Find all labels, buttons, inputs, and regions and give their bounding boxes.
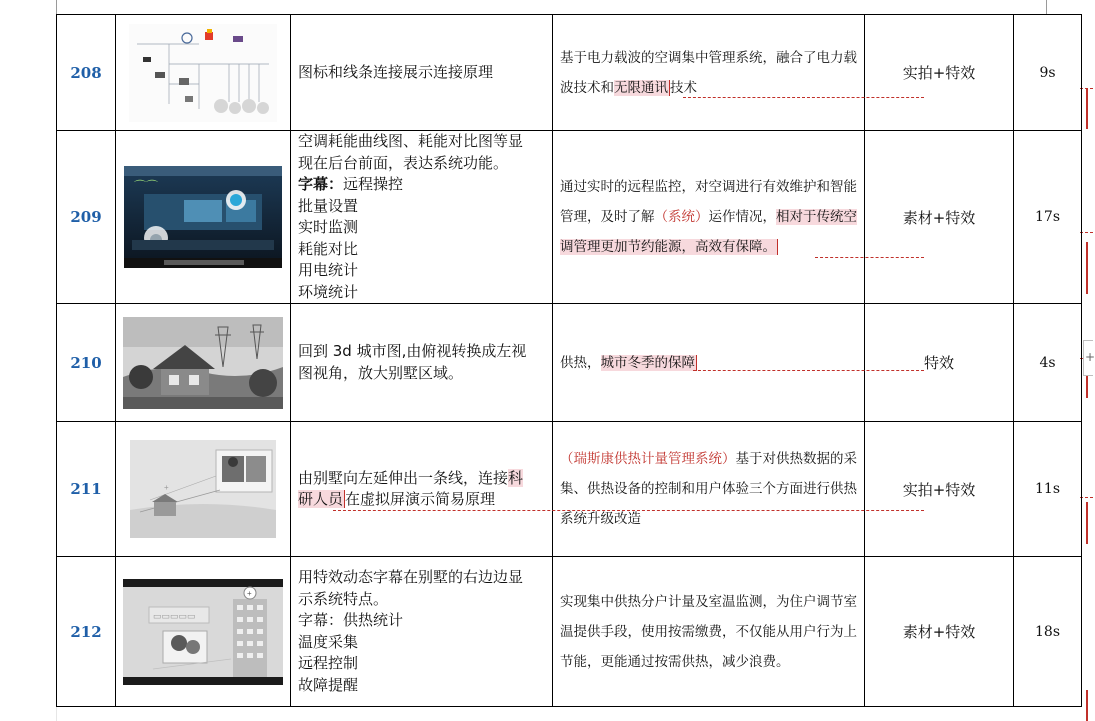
table-row — [57, 15, 1082, 131]
narration-text: 实现集中供热分户计量及室温监测，为住户调节室温提供手段，使用按需缴费，不仅能从用户行为上节能，更能通过按需供热，减少浪费。 — [553, 557, 865, 707]
revision-connector — [683, 97, 924, 98]
control-room-thumbnail — [124, 166, 282, 268]
shot-duration: 11s — [1014, 422, 1082, 557]
shot-duration: 17s — [1014, 131, 1082, 304]
narration-text: 供热，城市冬季的保障 — [553, 304, 865, 422]
shot-description: 回到 3d 城市图,由俯视转换成左视 图视角，放大别墅区域。 — [291, 304, 553, 422]
shot-number: 211 — [57, 422, 116, 557]
shot-number: 209 — [57, 131, 116, 304]
thumbnail-cell — [116, 422, 291, 557]
red-annotation: （系统） — [654, 209, 709, 225]
svg-text:+: + — [247, 588, 252, 598]
shot-type: 实拍+特效 — [865, 422, 1014, 557]
svg-text:▭▭▭▭▭: ▭▭▭▭▭ — [153, 610, 196, 621]
svg-text:⌒⌒: ⌒⌒ — [134, 179, 159, 193]
revision-bar — [1086, 502, 1088, 544]
shot-duration: 9s — [1014, 15, 1082, 131]
page-corner-mark-right — [1046, 0, 1047, 14]
tracked-change: 城市冬季的保障 — [600, 354, 695, 371]
revision-bar — [1086, 89, 1088, 129]
shot-number: 210 — [57, 304, 116, 422]
table-row — [57, 557, 1082, 707]
narration-text: （瑞斯康供热计量管理系统）基于对供热数据的采集、供热设备的控制和用户体验三个方面进行供热系统升级改造 — [553, 422, 865, 557]
thumbnail-cell — [116, 304, 291, 422]
shot-description: 图标和线条连接展示连接原理 — [291, 15, 553, 131]
shot-duration: 18s — [1014, 557, 1082, 707]
thumbnail-cell — [116, 131, 291, 304]
red-annotation: （瑞斯康供热计量管理系统） — [560, 451, 736, 467]
svg-text:+: + — [164, 483, 169, 492]
page-corner-mark-left — [56, 0, 57, 14]
caption-line: 字幕：远程操控 — [298, 175, 404, 193]
table-row — [57, 422, 1082, 557]
revision-bar — [1086, 374, 1088, 398]
network-diagram-thumbnail — [129, 24, 277, 122]
shot-type: 实拍+特效 — [865, 15, 1014, 131]
revision-connector — [333, 510, 924, 511]
shot-type: 特效 — [865, 304, 1014, 422]
shot-number: 212 — [57, 557, 116, 707]
revision-bar — [1086, 242, 1088, 294]
revision-connector — [815, 257, 924, 258]
villa-city-thumbnail — [123, 317, 283, 409]
narration-text: 通过实时的远程监控，对空调进行有效维护和智能管理，及时了解（系统）运作情况，相对于传统空调管理更加节约能源，高效有保障。 — [553, 131, 865, 304]
shot-duration: 4s — [1014, 304, 1082, 422]
table-resize-handle[interactable]: + — [1083, 340, 1093, 376]
thumbnail-cell — [116, 15, 291, 131]
shot-description: 由别墅向左延伸出一条线，连接科 研人员 在虚拟屏演示简易原理 — [291, 422, 553, 557]
shot-description: 用特效动态字幕在别墅的右边边显 示系统特点。 字幕：供热统计 温度采集 远程控制 故障提醒 — [291, 557, 553, 707]
researcher-screen-thumbnail — [130, 440, 276, 538]
revision-connector — [693, 370, 924, 371]
revision-bar — [1086, 690, 1088, 721]
narration-text: 基于电力载波的空调集中管理系统，融合了电力载波技术和无限通讯 技术 — [553, 15, 865, 131]
table-row — [57, 304, 1082, 422]
tracked-change: 研人员 — [298, 490, 344, 508]
thumbnail-cell — [116, 557, 291, 707]
storyboard-table — [56, 14, 1082, 707]
villa-building-thumbnail — [123, 579, 283, 685]
tracked-change: 相对于传统空调管理更加节约能源，高效有保障。 — [560, 209, 857, 255]
shot-type: 素材+特效 — [865, 131, 1014, 304]
caption-line: 字幕：供热统计 — [298, 611, 404, 629]
tracked-change: 无限通讯 — [614, 79, 668, 96]
shot-description: 空调耗能曲线图、耗能对比图等显 现在后台前面，表达系统功能。 字幕：远程操控 批量设置 实时监测 耗能对比 用电统计 环境统计 — [291, 131, 553, 304]
tracked-change: 科 — [508, 468, 524, 487]
table-row — [57, 131, 1082, 304]
shot-type: 素材+特效 — [865, 557, 1014, 707]
shot-number: 208 — [57, 15, 116, 131]
